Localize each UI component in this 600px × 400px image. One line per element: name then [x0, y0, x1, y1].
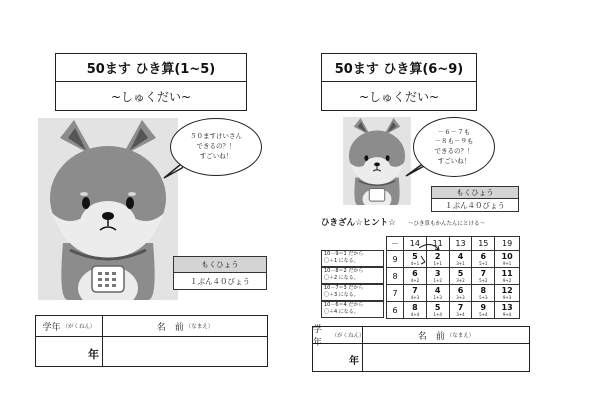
hint-rule-1: 10－9＝1 だから 〇＋1 になる。 — [321, 250, 384, 267]
left-name-table — [35, 315, 268, 367]
right-grade-label: 学年 — [313, 325, 323, 348]
hint-cell: 8 4+4 — [404, 302, 427, 319]
left-bubble-line-3: すごいね！ — [199, 151, 233, 160]
hint-cell: 4 1+3 — [426, 285, 449, 302]
hint-arrow-icon — [413, 240, 453, 266]
hint-cell: 2 1+1 — [426, 251, 449, 268]
left-name-label: 名 前 — [156, 322, 184, 333]
hint-subtitle: ～ひき算もかんたんにとける～ — [408, 221, 486, 227]
hint-row-label: 6 — [387, 302, 404, 319]
hint-header: 19 — [495, 237, 520, 251]
hint-rule-4: 10－6＝4 だから 〇＋4 になる。 — [321, 301, 384, 318]
hint-header: 14 — [404, 237, 427, 251]
right-title-box — [321, 53, 477, 111]
hint-cell: 5 1+4 — [426, 302, 449, 319]
hint-cell: 11 9+2 — [495, 268, 520, 285]
hint-cell: 8 5+3 — [472, 285, 495, 302]
hint-row-label: 9 — [387, 251, 404, 268]
right-grade-suffix: 年 — [349, 356, 359, 367]
hint-cell: 7 3+4 — [449, 302, 472, 319]
left-goal-box — [173, 256, 267, 290]
hint-cell: 7 4+3 — [404, 285, 427, 302]
hint-row-label: 7 — [387, 285, 404, 302]
hint-cell: 6 4+2 — [404, 268, 427, 285]
right-goal-label: もくひょう — [432, 187, 518, 199]
hint-header: 13 — [449, 237, 472, 251]
hint-cell: 10 9+1 — [495, 251, 520, 268]
hint-cell: 4 3+1 — [449, 251, 472, 268]
right-speech-bubble — [413, 117, 495, 177]
left-grade-reading: （がくねん） — [62, 324, 96, 330]
right-name-field[interactable] — [363, 344, 529, 371]
hint-cell: 13 9+4 — [495, 302, 520, 319]
right-grade-reading: （がくねん） — [331, 333, 365, 339]
right-bubble-line-2: －８も－９も — [434, 137, 474, 146]
hint-table — [386, 236, 520, 319]
left-worksheet-subtitle: ~しゅくだい~ — [110, 89, 192, 104]
left-goal-label: もくひょう — [174, 257, 266, 273]
right-goal-value: １ぷん４０びょう — [445, 200, 505, 210]
left-bubble-line-2: できるの？！ — [196, 142, 236, 151]
hint-corner: － — [387, 237, 404, 251]
left-shiba-dog-icon — [38, 118, 178, 300]
right-name-reading: （なまえ） — [446, 333, 475, 339]
hint-header: 15 — [472, 237, 495, 251]
right-goal-box — [431, 186, 519, 212]
hint-header: 11 — [426, 237, 449, 251]
right-worksheet-title: 50ます ひき算(6~9) — [322, 54, 476, 82]
hint-rule-3: 10－7＝3 だから 〇＋3 になる。 — [321, 284, 384, 301]
right-bubble-line-4: すごいね！ — [437, 156, 471, 165]
left-name-reading: （なまえ） — [185, 324, 214, 330]
left-speech-bubble — [170, 118, 262, 176]
hint-cell: 7 5+2 — [472, 268, 495, 285]
hint-cell: 12 9+3 — [495, 285, 520, 302]
left-grade-suffix: 年 — [88, 348, 99, 361]
hint-cell: 5 4+1 — [404, 251, 427, 268]
right-bubble-line-3: できるの？！ — [434, 147, 474, 155]
right-name-table — [312, 326, 530, 372]
left-worksheet-title: 50ます ひき算(1~5) — [56, 54, 246, 82]
left-title-box — [55, 53, 247, 111]
left-name-field[interactable] — [103, 337, 267, 366]
hint-cell: 5 3+2 — [449, 268, 472, 285]
hint-cell: 6 3+3 — [449, 285, 472, 302]
right-bubble-line-1: －６－７も — [437, 127, 471, 136]
hint-title: ひきざん☆ヒント☆ — [321, 218, 396, 228]
hint-rule-2: 10－8＝2 だから 〇＋2 になる。 — [321, 267, 384, 284]
left-bubble-line-1: ５０ますけいさん — [190, 132, 242, 141]
left-grade-label: 学年 — [42, 322, 61, 333]
right-worksheet-subtitle: ~しゅくだい~ — [358, 89, 440, 104]
left-goal-value: １ぷん４０びょう — [190, 276, 250, 286]
right-shiba-dog-icon — [342, 117, 412, 205]
hint-row-label: 8 — [387, 268, 404, 285]
hint-cell: 9 5+4 — [472, 302, 495, 319]
hint-cell: 6 5+1 — [472, 251, 495, 268]
hint-cell: 3 1+2 — [426, 268, 449, 285]
right-name-label: 名 前 — [417, 331, 445, 342]
